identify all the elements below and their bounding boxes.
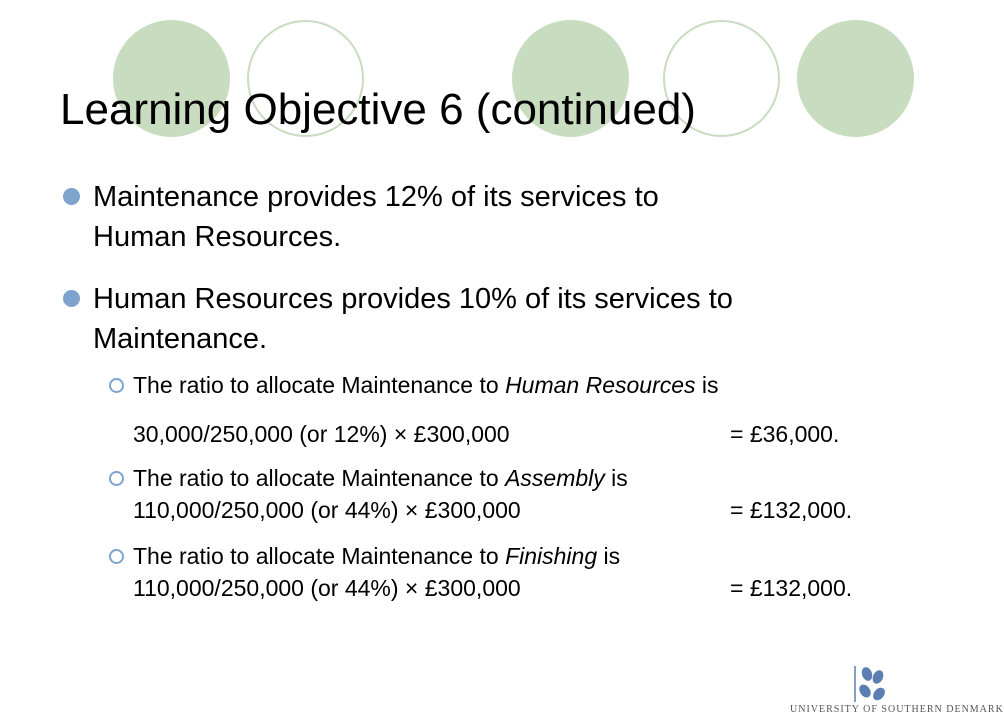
bullet-icon xyxy=(63,188,80,205)
slide-title: Learning Objective 6 (continued) xyxy=(60,85,696,134)
sub-bullet-text: The ratio to allocate Maintenance to Finishing is xyxy=(133,543,621,569)
university-name: UNIVERSITY OF SOUTHERN DENMARK xyxy=(790,704,1004,715)
sub-bullet-text: The ratio to allocate Maintenance to Assembly is xyxy=(133,465,628,491)
sub-bullet-icon xyxy=(109,471,124,486)
university-logo-icon xyxy=(852,664,892,704)
sub-bullet-text: The ratio to allocate Maintenance to Human Resources is xyxy=(133,372,719,398)
calculation-result: = £132,000. xyxy=(730,575,853,601)
bullet-text: Maintenance provides 12% of its services to Human Resources. xyxy=(93,181,659,253)
sub-bullet-icon xyxy=(109,378,124,393)
calculation-result: = £132,000. xyxy=(730,497,853,523)
bullet-text: Human Resources provides 10% of its services to Maintenance. xyxy=(93,283,733,355)
decorative-circle xyxy=(797,20,914,137)
calculation: 30,000/250,000 (or 12%) × £300,000 xyxy=(133,421,510,447)
bullet-icon xyxy=(63,290,80,307)
sub-bullet-icon xyxy=(109,549,124,564)
calculation: 110,000/250,000 (or 44%) × £300,000 xyxy=(133,497,521,523)
calculation-result: = £36,000. xyxy=(730,421,840,447)
calculation: 110,000/250,000 (or 44%) × £300,000 xyxy=(133,575,521,601)
